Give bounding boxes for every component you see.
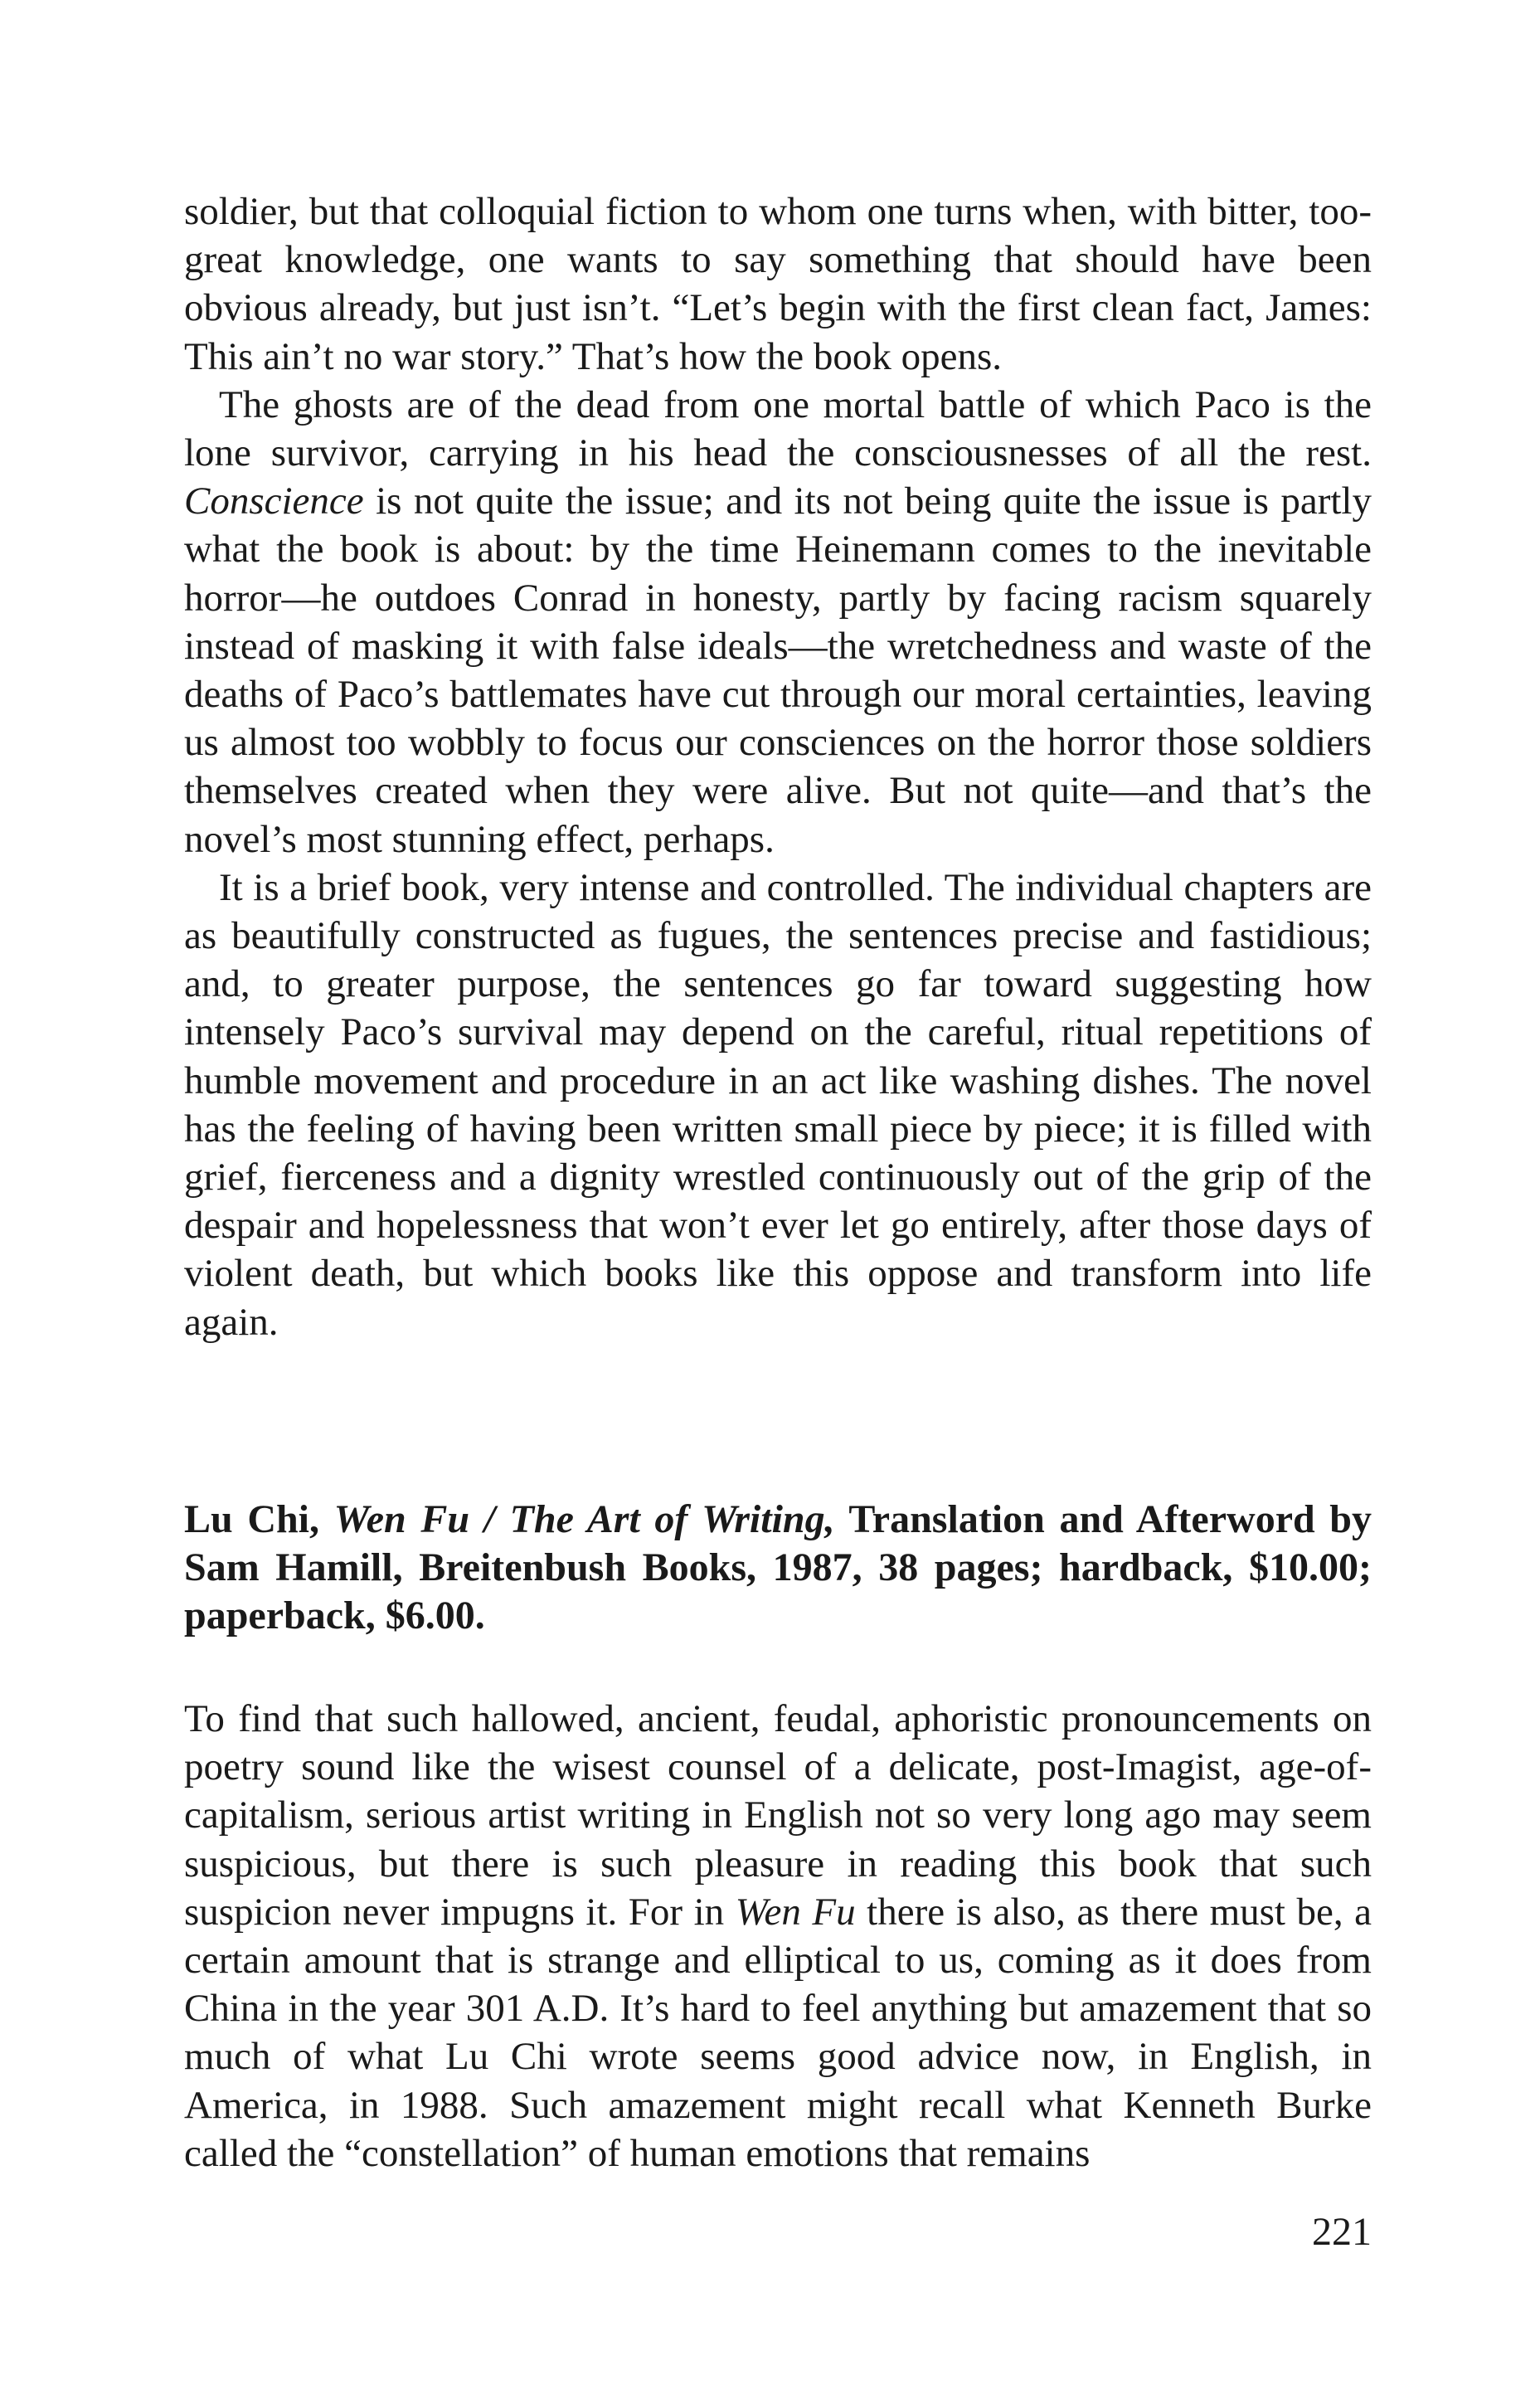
paragraph-2	[184, 381, 1372, 864]
review-body	[184, 1695, 1372, 2178]
review-book-title: Wen Fu / The Art of Writing,	[333, 1497, 835, 1541]
review-author: Lu Chi,	[184, 1497, 334, 1541]
paragraph-3: It is a brief book, very intense and controlled. The individual chapters are as beautifully constructed as fugues, the sentences precise and fastidious; and, to greater purpose, the sentences go far toward suggesting how intensely Paco’s survival may depend on the careful, ritual repetitions of humble movement and procedure in an act like washing dishes. The novel has the feeling of having been written small piece by piece; it is filled with grief, fierceness and a dignity wrestled continuously out of the grip of the despair and hopelessness that won’t ever let go entirely, after those days of violent death, but which books like this oppose and transform into life again.	[184, 865, 1372, 1344]
wen-fu-italic: Wen Fu	[735, 1890, 856, 1934]
paragraph-2-start: The ghosts are of the dead from one mortal battle of which Paco is the lone survivor, carrying in his head the consciousnesses of all the rest.	[184, 382, 1372, 475]
review-heading	[184, 1496, 1372, 1640]
paragraph-2-rest: is not quite the issue; and its not being quite the issue is partly what the book is about: by the time Heinemann comes to the inevitable horror—he outdoes Conrad in honesty, partly by facing racism squarely instead of masking it with false ideals—the wretchedness and waste of the deaths of Paco’s battlemates have cut through our moral certainties, leaving us almost too wobbly to focus our consciences on the horror those soldiers themselves created when they were alive. But not quite—and that’s the novel’s most stunning effect, perhaps.	[184, 479, 1372, 861]
conscience-italic: Conscience	[184, 479, 364, 523]
review-publication-details: Translation and Afterword by Sam Hamill, Breitenbush Books, 1987, 38 pages; hardback, $10.00; paperback, $6.00.	[184, 1497, 1372, 1637]
review-body-part-2: there is also, as there must be, a certain amount that is strange and elliptical to us, coming as it does from China in the year 301 A.D. It’s hard to feel anything but amazement that so much of what Lu Chi wrote seems good advice now, in English, in America, in 1988. Such amazement might recall what Kenneth Burke called the “constellation” of human emotions that remains	[184, 1890, 1372, 2175]
review-body-part-1: To find that such hallowed, ancient, feudal, aphoristic pronouncements on poetry sound like the wisest counsel of a delicate, post-Imagist, age-of-capitalism, serious artist writing in English not so very long ago may seem suspicious, but there is such pleasure in reading this book that such suspicion never impugns it. For in	[184, 1697, 1372, 1934]
review-paragraph	[184, 1695, 1372, 2178]
page-number: 221	[1312, 2210, 1372, 2254]
paragraph-1: soldier, but that colloquial fiction to whom one turns when, with bitter, too-great knowledge, one wants to say something that should have been obvious already, but just isn’t. “Let’s begin with the first clean fact, James: This ain’t no war story.” That’s how the book opens.	[184, 190, 1372, 378]
continued-review-text	[184, 187, 1372, 1346]
